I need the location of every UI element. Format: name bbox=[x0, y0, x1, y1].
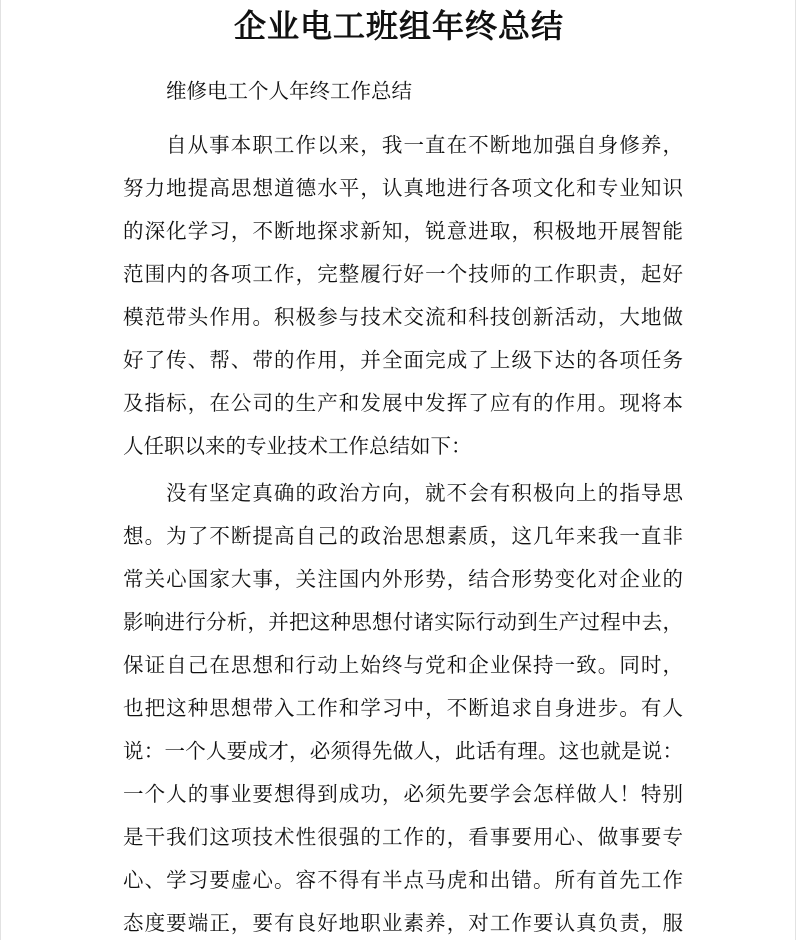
paragraph-line: 说：一个人要成才，必须得先做人，此话有理。这也就是说： bbox=[123, 739, 683, 763]
paragraph-line: 是干我们这项技术性很强的工作的，看事要用心、做事要专 bbox=[123, 825, 683, 849]
paragraph-line: 模范带头作用。积极参与技术交流和科技创新活动，大地做 bbox=[123, 305, 683, 329]
paragraph-line: 人任职以来的专业技术工作总结如下： bbox=[123, 434, 472, 458]
paragraph-line: 态度要端正，要有良好地职业素养，对工作要认真负责，服 bbox=[123, 911, 683, 935]
paragraph-line: 也把这种思想带入工作和学习中，不断追求自身进步。有人 bbox=[123, 696, 683, 720]
paragraph-line: 及指标，在公司的生产和发展中发挥了应有的作用。现将本 bbox=[123, 391, 683, 415]
paragraph-line: 没有坚定真确的政治方向，就不会有积极向上的指导思 bbox=[166, 481, 683, 505]
paragraph-line: 保证自己在思想和行动上始终与党和企业保持一致。同时， bbox=[123, 653, 683, 677]
paragraph-line: 的深化学习，不断地探求新知，锐意进取，积极地开展智能 bbox=[123, 219, 683, 243]
paragraph-2 bbox=[123, 472, 683, 945]
paragraph-line: 想。为了不断提高自己的政治思想素质，这几年来我一直非 bbox=[123, 524, 683, 548]
paragraph-line: 心、学习要虚心。容不得有半点马虎和出错。所有首先工作 bbox=[123, 868, 683, 892]
paragraph-line: 自从事本职工作以来，我一直在不断地加强自身修养， bbox=[166, 133, 683, 157]
document-title: 企业电工班组年终总结 bbox=[233, 7, 564, 45]
paragraph-line: 常关心国家大事，关注国内外形势，结合形势变化对企业的 bbox=[123, 567, 683, 591]
paragraph-line: 努力地提高思想道德水平，认真地进行各项文化和专业知识 bbox=[123, 176, 683, 200]
paragraph-line: 一个人的事业要想得到成功，必须先要学会怎样做人！特别 bbox=[123, 782, 683, 806]
document-subtitle: 维修电工个人年终工作总结 bbox=[166, 79, 412, 103]
paragraph-line: 好了传、帮、带的作用，并全面完成了上级下达的各项任务 bbox=[123, 348, 683, 372]
paragraph-line: 范围内的各项工作，完整履行好一个技师的工作职责，起好 bbox=[123, 262, 683, 286]
paragraph-line: 影响进行分析，并把这种思想付诸实际行动到生产过程中去， bbox=[123, 610, 683, 634]
paragraph-1 bbox=[123, 124, 683, 468]
